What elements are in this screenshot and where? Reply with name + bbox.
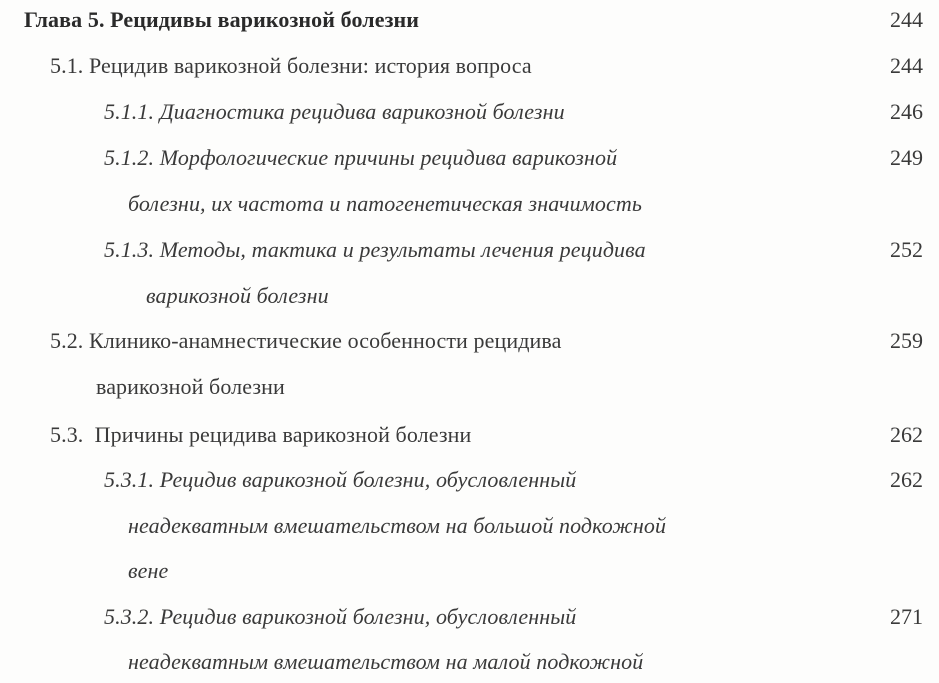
toc-entry-5-1-1-page: 246 [890,99,923,124]
toc-entry-5-2-line1[interactable]: 5.2. Клинико-анамнестические особенности рецидива [50,328,562,353]
toc-entry-5-1-2-line1[interactable]: 5.1.2. Морфологические причины рецидива варикозной [104,145,618,170]
toc-entry-5-3-page: 262 [890,422,923,447]
toc-entry-5-1-1-title[interactable]: 5.1.1. Диагностика рецидива варикозной болезни [104,99,565,124]
toc-entry-5-3-1-line2[interactable]: неадекватным вмешательством на большой подкожной [128,513,667,538]
toc-entry-5-1-2-page: 249 [890,145,923,170]
toc-entry-5-2-page: 259 [890,328,923,353]
toc-entry-5-3-1-line3[interactable]: вене [128,558,169,583]
toc-entry-5-3-2-line2[interactable]: неадекватным вмешательством на малой подкожной [128,649,644,674]
toc-entry-5-3-1-line1[interactable]: 5.3.1. Рецидив варикозной болезни, обусловленный [104,467,577,492]
toc-entry-5-3-title[interactable]: 5.3. Причины рецидива варикозной болезни [50,422,472,447]
toc-entry-5-1-page: 244 [890,53,923,78]
toc-entry-5-3-2-line1[interactable]: 5.3.2. Рецидив варикозной болезни, обусловленный [104,604,577,629]
toc-entry-5-1-2-line2[interactable]: болезни, их частота и патогенетическая значимость [128,191,642,216]
toc-entry-5-3-2-page: 271 [890,604,923,629]
toc-entry-5-1-3-line2[interactable]: варикозной болезни [146,283,329,308]
toc-entry-5-3-1-page: 262 [890,467,923,492]
toc-entry-chapter-5-title[interactable]: Глава 5. Рецидивы варикозной болезни [24,7,420,32]
toc-entry-5-1-3-line1[interactable]: 5.1.3. Методы, тактика и результаты лечения рецидива [104,237,646,262]
toc-entry-5-2-line2[interactable]: варикозной болезни [96,374,285,399]
toc-entry-5-1-title[interactable]: 5.1. Рецидив варикозной болезни: история вопроса [50,53,532,78]
toc-entry-chapter-5-page: 244 [890,7,923,32]
toc-entry-5-1-3-page: 252 [890,237,923,262]
